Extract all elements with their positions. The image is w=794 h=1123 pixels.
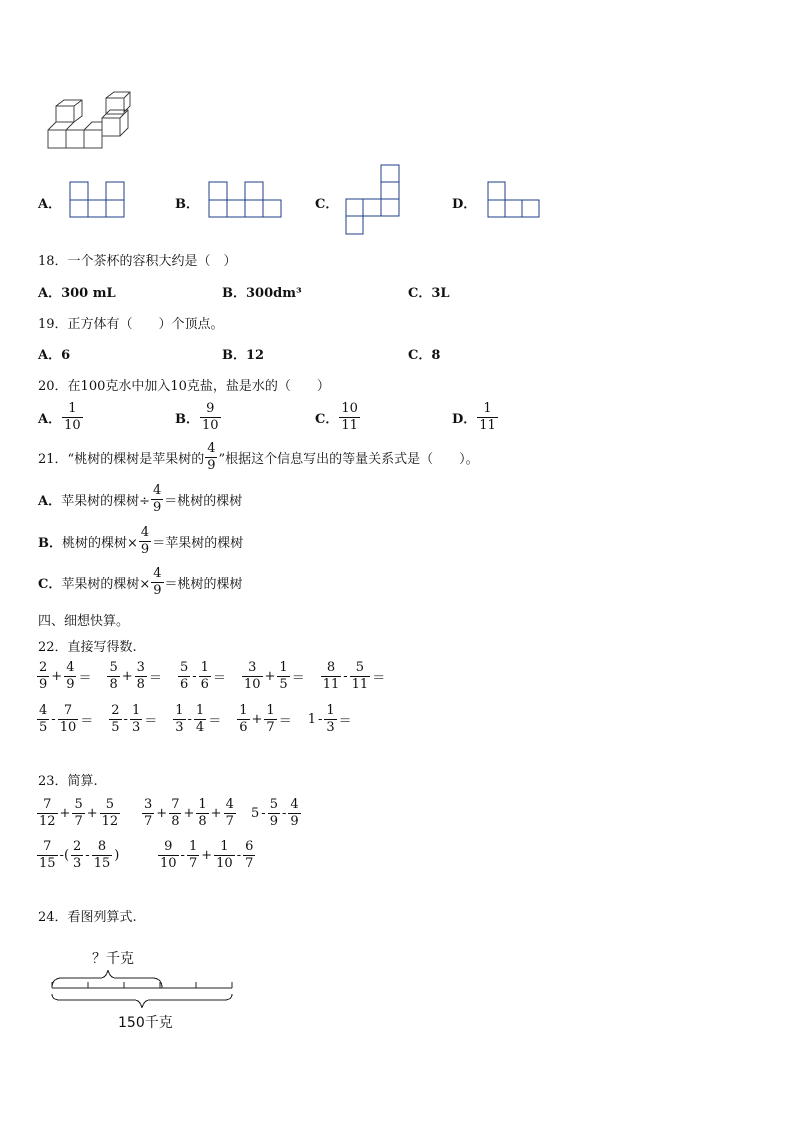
fraction: $\frac{1}{7}$ [266, 703, 275, 735]
fraction: $\frac{1}{7}$ [188, 839, 198, 871]
fraction: $\frac{4}{9}$ [140, 525, 150, 557]
q19-option-c: C．8 [408, 348, 441, 363]
equals-sign: ＝ [148, 670, 162, 686]
fraction: $\frac{5}{8}$ [109, 660, 118, 692]
q24-top-label: ？千克 [92, 951, 134, 967]
q17-option-a-letter: A． [38, 197, 62, 212]
fraction: $\frac{4}{9}$ [153, 483, 162, 515]
q20-option-d: D． $\frac{1}{11}$ [452, 401, 496, 433]
fraction: $\frac{1}{3}$ [131, 703, 141, 735]
fraction: $\frac{3}{7}$ [144, 797, 153, 829]
equals-sign: ＝ [212, 670, 226, 686]
operator: - [343, 668, 348, 684]
equals-sign: ＝ [338, 713, 352, 729]
fraction: $\frac{6}{7}$ [245, 839, 254, 871]
q21-stem: 21．“桃树的棵树是苹果树的 $\frac{4}{9}$ ”根据这个信息写出的等量关系式是（ ）。 [38, 441, 479, 473]
operator: - [51, 711, 56, 727]
fraction: $\frac{1}{10}$ [216, 839, 233, 871]
fraction: $\frac{2}{3}$ [73, 839, 82, 871]
q18-stem: 18．一个茶杯的容积大约是（ ） [38, 254, 237, 269]
operator: + [210, 805, 222, 821]
fraction: $\frac{5}{7}$ [74, 797, 83, 829]
q20-option-a: A． $\frac{1}{10}$ [38, 401, 81, 433]
q17-option-c-letter: C． [315, 197, 339, 212]
fraction: $\frac{1}{3}$ [175, 703, 184, 735]
q22-row-2 [36, 704, 367, 734]
fraction: $\frac{1}{8}$ [198, 797, 207, 829]
equals-sign: ＝ [372, 670, 386, 686]
equals-sign: ＝ [278, 713, 292, 729]
fraction: $\frac{5}{12}$ [101, 797, 119, 829]
fraction: $\frac{5}{9}$ [269, 797, 278, 829]
q22-row-1 [36, 661, 400, 691]
arithmetic-item [177, 661, 227, 691]
arithmetic-item [307, 704, 353, 734]
fraction: $\frac{9}{10}$ [160, 839, 177, 871]
operator: + [121, 668, 133, 684]
fraction: $\frac{7}{10}$ [59, 703, 77, 735]
fraction: $\frac{3}{8}$ [136, 660, 145, 692]
q17-option-b-figure [208, 181, 282, 219]
operator: - [123, 711, 128, 727]
q20-option-c: C． $\frac{10}{11}$ [315, 401, 358, 433]
q18-option-a: A．300 mL [38, 286, 116, 301]
fraction: $\frac{2}{5}$ [111, 703, 120, 735]
q22-stem: 22．直接写得数. [38, 640, 137, 655]
q20-option-b: B． $\frac{9}{10}$ [175, 401, 219, 433]
q23-expression-4 [36, 840, 120, 870]
cube-stack-figure [44, 88, 136, 154]
q23-expression-1 [36, 798, 121, 828]
q24-bottom-label: 150千克 [118, 1015, 173, 1031]
q19-option-b: B．12 [222, 348, 265, 363]
q17-option-c-figure [345, 164, 401, 236]
fraction: $\frac{4}{9}$ [153, 566, 162, 598]
fraction: $\frac{1}{4}$ [195, 703, 205, 735]
fraction: $\frac{4}{9}$ [290, 797, 299, 829]
q23-expression-3 [250, 798, 302, 828]
fraction: $\frac{9}{10}$ [202, 401, 219, 433]
equals-sign: ＝ [78, 670, 92, 686]
fraction: $\frac{5}{6}$ [179, 660, 189, 692]
fraction: $\frac{4}{9}$ [66, 660, 75, 692]
operator: + [156, 805, 168, 821]
fraction: $\frac{8}{11}$ [322, 660, 340, 692]
q21-option-a: A． 苹果树的棵树÷ $\frac{4}{9}$ ＝桃树的棵树 [38, 483, 243, 515]
fraction: $\frac{1}{11}$ [479, 401, 496, 433]
fraction: $\frac{7}{15}$ [39, 839, 56, 871]
q18-option-b: B．300dm³ [222, 286, 302, 301]
q17-option-a-figure [69, 181, 125, 219]
fraction: $\frac{2}{9}$ [39, 660, 48, 692]
operator: + [59, 805, 71, 821]
equals-sign: ＝ [144, 713, 158, 729]
arithmetic-item [320, 661, 387, 691]
q19-stem: 19．正方体有（ ）个顶点。 [38, 317, 224, 332]
operator: - [180, 847, 185, 863]
operator: + [183, 805, 195, 821]
fraction: $\frac{8}{15}$ [93, 839, 111, 871]
fraction: $\frac{1}{3}$ [326, 703, 335, 735]
fraction: $\frac{3}{10}$ [243, 660, 261, 692]
q23-expression-5 [157, 840, 256, 870]
fraction: $\frac{7}{12}$ [39, 797, 56, 829]
fraction: $\frac{5}{11}$ [351, 660, 369, 692]
operator: - [236, 847, 242, 863]
q24-line-diagram [48, 966, 238, 1010]
fraction: $\frac{1}{6}$ [200, 660, 209, 692]
q17-option-d-letter: D． [452, 197, 477, 212]
arithmetic-item [36, 704, 94, 734]
arithmetic-item [236, 704, 292, 734]
q21-option-b: B． 桃树的棵树× $\frac{4}{9}$ ＝苹果树的棵树 [38, 525, 244, 557]
fraction: $\frac{4}{5}$ [39, 703, 48, 735]
q17-option-d-figure [487, 181, 541, 219]
equals-sign: ＝ [80, 713, 94, 729]
fraction: $\frac{10}{11}$ [341, 401, 358, 433]
section-4-title: 四、细想快算。 [38, 614, 130, 629]
operator: - [187, 711, 192, 727]
q24-stem: 24．看图列算式. [38, 910, 137, 925]
q18-option-c: C．3L [408, 286, 450, 301]
operator: - [261, 805, 266, 821]
q23-expression-2 [141, 798, 237, 828]
fraction: $\frac{7}{8}$ [171, 797, 180, 829]
q17-option-b-letter: B． [175, 197, 199, 212]
arithmetic-item [36, 661, 92, 691]
arithmetic-item [108, 704, 158, 734]
q20-stem: 20．在100克水中加入10克盐，盐是水的（ ） [38, 379, 330, 394]
operator: -( [59, 847, 70, 863]
operator: + [264, 668, 276, 684]
equals-sign: ＝ [208, 713, 222, 729]
whole-number: 5 [251, 805, 260, 821]
q23-stem: 23．简算. [38, 774, 98, 789]
fraction: $\frac{1}{6}$ [239, 703, 248, 735]
operator: - [281, 805, 287, 821]
operator: + [251, 711, 263, 727]
q19-option-a: A．6 [38, 348, 71, 363]
operator: - [317, 711, 323, 727]
fraction: $\frac{1}{5}$ [279, 660, 288, 692]
q21-option-c: C． 苹果树的棵树× $\frac{4}{9}$ ＝桃树的棵树 [38, 566, 243, 598]
arithmetic-item [241, 661, 306, 691]
fraction: $\frac{4}{9}$ [207, 441, 216, 473]
operator: + [86, 805, 98, 821]
fraction: $\frac{1}{10}$ [64, 401, 81, 433]
operator: - [192, 668, 197, 684]
equals-sign: ＝ [291, 670, 305, 686]
operator: - [85, 847, 90, 863]
arithmetic-item [106, 661, 162, 691]
operator: ) [114, 847, 120, 863]
fraction: $\frac{4}{7}$ [225, 797, 234, 829]
whole-number: 1 [307, 711, 316, 727]
arithmetic-item [172, 704, 222, 734]
operator: + [201, 847, 213, 863]
operator: + [51, 668, 63, 684]
